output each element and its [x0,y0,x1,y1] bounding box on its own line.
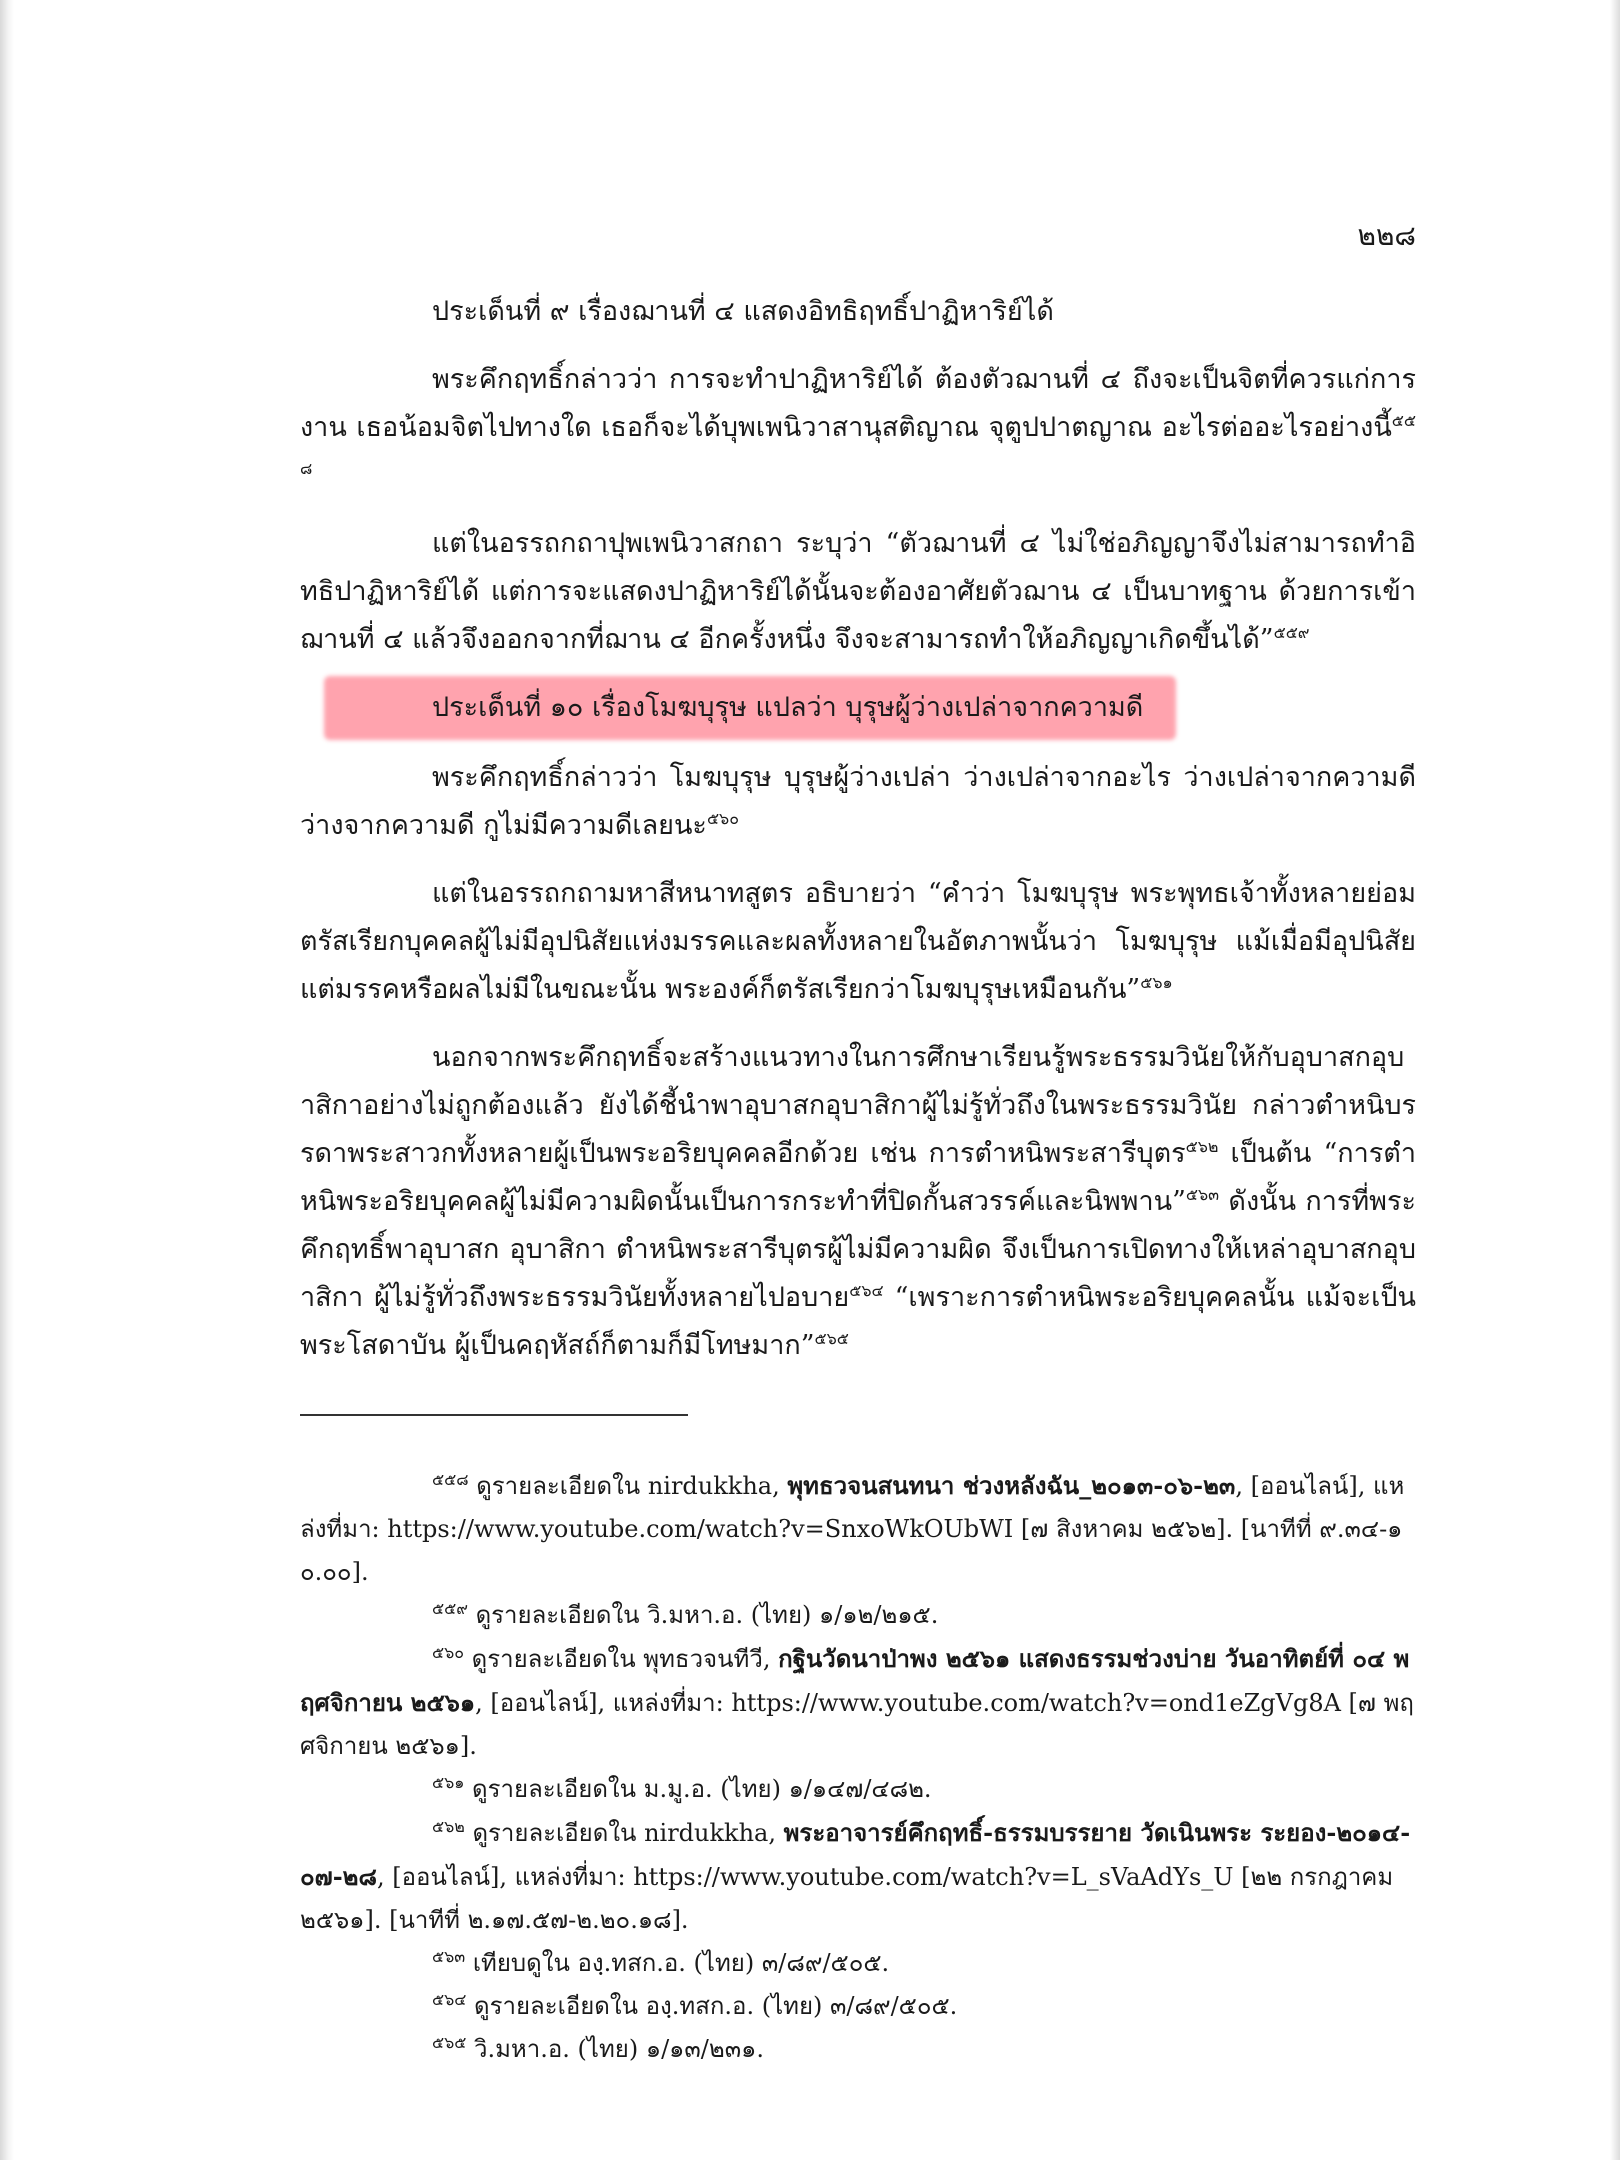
footnote-text: ดูรายละเอียดใน nirdukkha, [468,1472,788,1500]
highlighted-heading [300,684,1416,732]
footnote-title: กฐินวัดนาป่าพง ๒๕๖๑ แสดงธรรมช่วงบ่าย วันอาทิตย์ที่ ๐๔ พฤศจิกายน ๒๕๖๑ [300,1644,1410,1717]
footnote-ref-558[interactable]: ๕๕๘ [300,411,1416,478]
paragraph-2-text: แต่ในอรรถกถาปุพเพนิวาสกถา ระบุว่า “ตัวฌานที่ ๔ ไม่ใช่อภิญญาจึงไม่สามารถทำอิทธิปาฏิหาริย์ได้ แต่การจะแสดงปาฏิหาริย์ได้นั้นจะต้องอาศัยตัวฌาน ๔ เป็นบาทฐาน ด้วยการเข้าฌานที่ ๔ แล้วจึงออกจากที่ฌาน ๔ อีกครั้งหนึ่ง จึงจะสามารถทำให้อภิญญาเกิดขึ้นได้” [300,528,1416,655]
paragraph-3 [300,754,1416,850]
paragraph-1 [300,356,1416,500]
footnote-559 [300,1594,1416,1637]
footnote-title: พระอาจารย์คึกฤทธิ์-ธรรมบรรยาย วัดเนินพระ ระยอง-๒๐๑๔-๐๗-๒๘ [300,1818,1411,1891]
page-edge-shadow-right [1610,0,1620,2160]
paragraph-5-text-b: เป็นต้น “การตำหนิพระอริยบุคคลผู้ไม่มีความผิดนั้นเป็นการกระทำที่ปิดกั้นสวรรค์และนิพพาน” [300,1138,1416,1217]
footnotes [300,1464,1416,2071]
footnote-ref-560[interactable]: ๕๖๐ [706,809,739,828]
footnote-number: ๕๖๒ [432,1817,465,1836]
footnote-number: ๕๖๔ [432,1990,467,2009]
footnote-ref-563[interactable]: ๕๖๓ [1185,1185,1220,1204]
footnote-number: ๕๖๑ [432,1773,465,1792]
footnote-560 [300,1637,1416,1768]
page-number: ๒๒๘ [1357,219,1416,252]
footnote-number: ๕๕๙ [432,1599,468,1618]
footnote-565 [300,2028,1416,2071]
footnote-562 [300,1811,1416,1942]
footnote-text: ดูรายละเอียดใน วิ.มหา.อ. (ไทย) ๑/๑๒/๒๑๕. [467,1601,939,1629]
footnote-558 [300,1464,1416,1594]
main-text [300,288,1416,1390]
footnote-text: ดูรายละเอียดใน ม.มู.อ. (ไทย) ๑/๑๔๗/๔๘๒. [464,1775,932,1803]
footnote-text: ดูรายละเอียดใน องฺ.ทสก.อ. (ไทย) ๓/๘๙/๕๐๕. [466,1992,958,2020]
footnote-ref-565[interactable]: ๕๖๕ [814,1329,849,1348]
footnote-ref-561[interactable]: ๕๖๑ [1140,973,1173,992]
footnote-563 [300,1942,1416,1985]
heading-issue-10: ประเด็นที่ ๑๐ เรื่องโมฆบุรุษ แปลว่า บุรุษผู้ว่างเปล่าจากความดี [432,692,1144,723]
footnote-source: , [ออนไลน์], แหล่งที่มา: https://www.youtube.com/watch?v=ond1eZgVg8A [๗ พฤศจิกายน ๒๕๖๑]. [300,1689,1414,1760]
footnote-ref-559[interactable]: ๕๕๙ [1273,623,1310,642]
page-edge-shadow-left [0,0,14,2160]
footnote-number: ๕๖๐ [432,1643,465,1662]
footnote-text: วิ.มหา.อ. (ไทย) ๑/๑๓/๒๓๑. [466,2035,764,2063]
paragraph-5-text-d: “เพราะการตำหนิพระอริยบุคคลนั้น แม้จะเป็นพระโสดาบัน ผู้เป็นคฤหัสถ์ก็ตามก็มีโทษมาก” [300,1282,1416,1361]
paragraph-5-text-a: นอกจากพระคึกฤทธิ์จะสร้างแนวทางในการศึกษาเรียนรู้พระธรรมวินัยให้กับอุบาสกอุบาสิกาอย่างไม่ถูกต้องแล้ว ยังได้ชี้นำพาอุบาสกอุบาสิกาผู้ไม่รู้ทั่วถึงในพระธรรมวินัย กล่าวตำหนิบรรดาพระสาวกทั้งหลายผู้เป็นพระอริยบุคคลอีกด้วย เช่น การตำหนิพระสารีบุตร [300,1042,1416,1169]
footnote-564 [300,1985,1416,2028]
footnote-divider [300,1414,688,1416]
footnote-number: ๕๖๕ [432,2033,467,2052]
footnote-source: , [ออนไลน์], แหล่งที่มา: https://www.youtube.com/watch?v=L_sVaAdYs_U [๒๒ กรกฎาคม ๒๕๖๑]. [นาทีที่ ๒.๑๗.๕๗-๒.๒๐.๑๘]. [300,1863,1394,1934]
paragraph-4-text: แต่ในอรรถกถามหาสีหนาทสูตร อธิบายว่า “คำว่า โมฆบุรุษ พระพุทธเจ้าทั้งหลายย่อมตรัสเรียกบุคคลผู้ไม่มีอุปนิสัยแห่งมรรคและผลทั้งหลายในอัตภาพนั้นว่า โมฆบุรุษ แม้เมื่อมีอุปนิสัย แต่มรรคหรือผลไม่มีในขณะนั้น พระองค์ก็ตรัสเรียกว่าโมฆบุรุษเหมือนกัน” [300,878,1416,1005]
footnote-text: เทียบดูใน องฺ.ทสก.อ. (ไทย) ๓/๘๙/๕๐๕. [465,1949,890,1977]
footnote-ref-562[interactable]: ๕๖๒ [1185,1137,1219,1156]
footnote-number: ๕๕๘ [432,1470,469,1489]
paragraph-4 [300,870,1416,1014]
footnote-561 [300,1768,1416,1811]
footnote-number: ๕๖๓ [432,1947,466,1966]
footnote-source: , [ออนไลน์], แหล่งที่มา: https://www.youtube.com/watch?v=SnxoWkOUbWI [๗ สิงหาคม ๒๕๖๒]. [นาทีที่ ๙.๓๔-๑๐.๐๐]. [300,1472,1405,1586]
paragraph-3-text: พระคึกฤทธิ์กล่าวว่า โมฆบุรุษ บุรุษผู้ว่างเปล่า ว่างเปล่าจากอะไร ว่างเปล่าจากความดี ว่างจากความดี กูไม่มีความดีเลยนะ [300,762,1416,841]
footnote-title: พุทธวจนสนทนา ช่วงหลังฉัน_๒๐๑๓-๐๖-๒๓ [787,1471,1236,1500]
footnote-text: ดูรายละเอียดใน พุทธวจนทีวี, [464,1645,779,1673]
paragraph-5-text-c: ดังนั้น การที่พระคึกฤทธิ์พาอุบาสก อุบาสิกา ตำหนิพระสารีบุตรผู้ไม่มีความผิด จึงเป็นการเปิดทางให้เหล่าอุบาสกอุบาสิกา ผู้ไม่รู้ทั่วถึงพระธรรมวินัยทั้งหลายไปอบาย [300,1186,1416,1313]
paragraph-5 [300,1034,1416,1370]
paragraph-2 [300,520,1416,664]
footnote-ref-564[interactable]: ๕๖๔ [849,1281,884,1300]
heading-issue-9: ประเด็นที่ ๙ เรื่องฌานที่ ๔ แสดงอิทธิฤทธิ์ปาฏิหาริย์ได้ [432,296,1054,327]
paragraph-1-text: พระคึกฤทธิ์กล่าวว่า การจะทำปาฏิหาริย์ได้ ต้องตัวฌานที่ ๔ ถึงจะเป็นจิตที่ควรแก่การงาน เธอน้อมจิตไปทางใด เธอก็จะได้บุพเพนิวาสานุสติญาณ จุตูปปาตญาณ อะไรต่ออะไรอย่างนี้ [300,364,1416,443]
footnote-text: ดูรายละเอียดใน nirdukkha, [464,1819,784,1847]
